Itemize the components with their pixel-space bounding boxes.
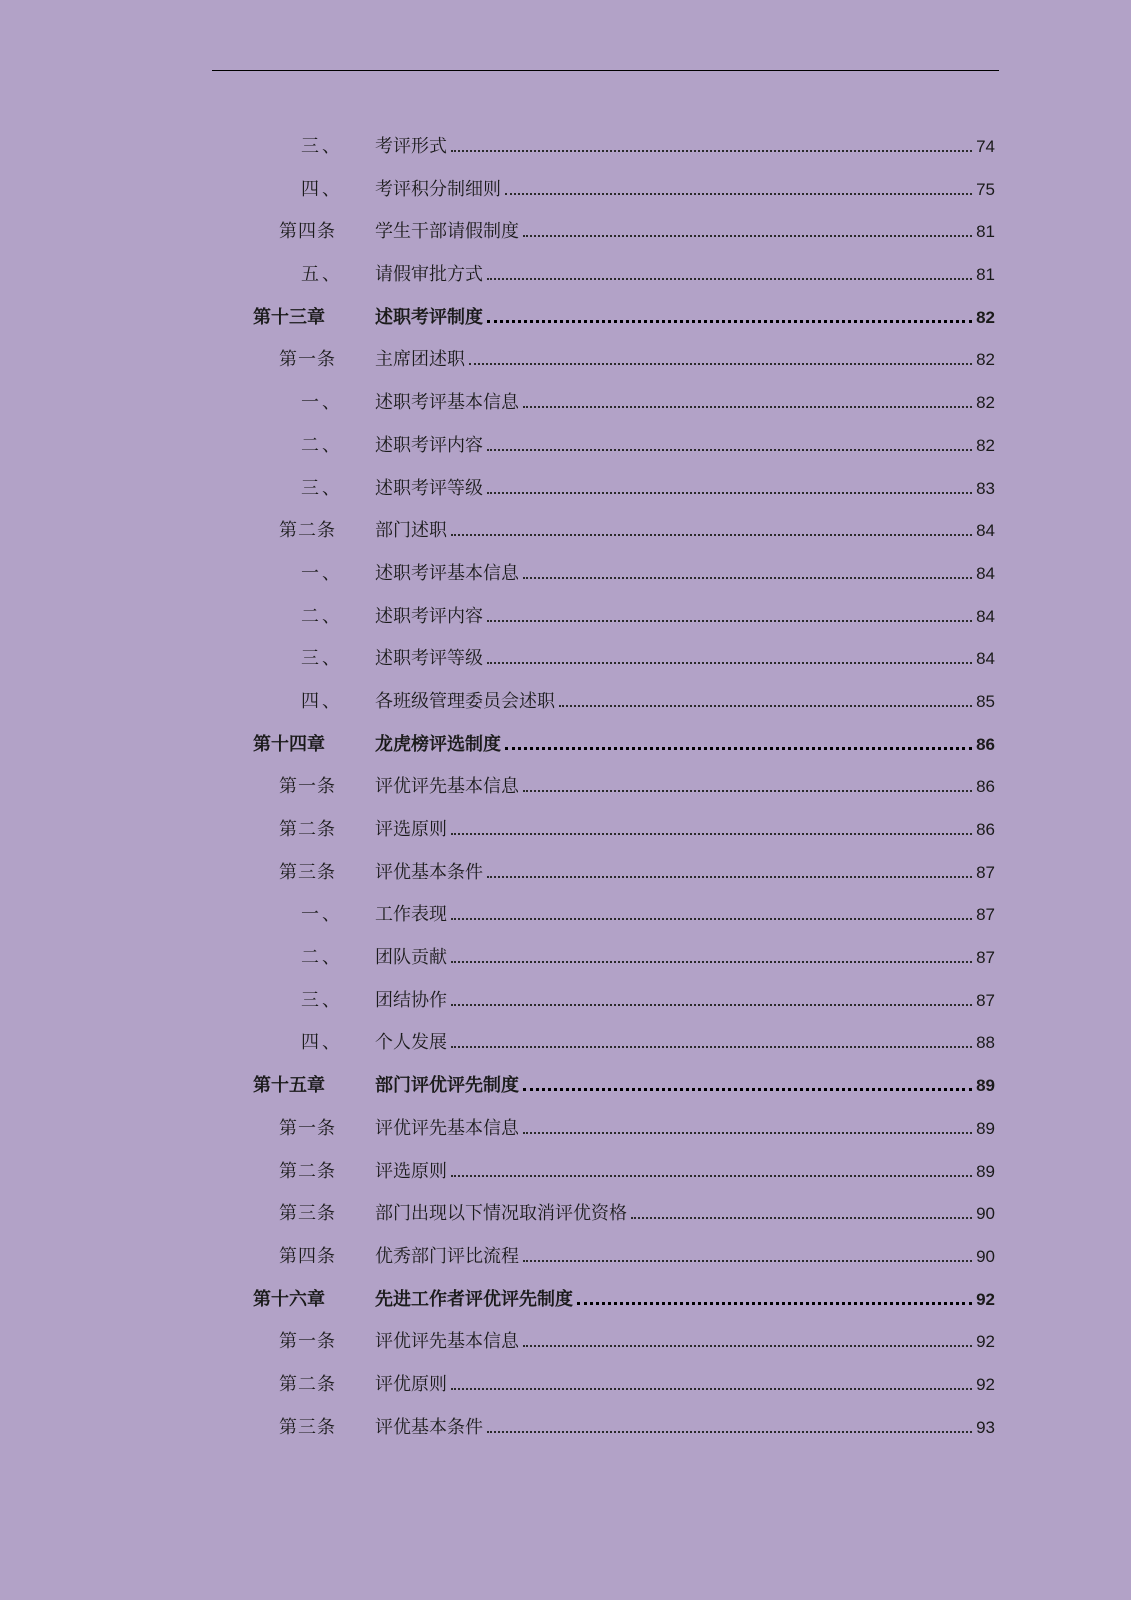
toc-entry-line <box>375 1237 995 1277</box>
dot-leader <box>523 235 972 237</box>
toc-entry-line <box>375 981 995 1021</box>
toc-entry-page-number: 92 <box>976 1374 995 1394</box>
toc-entry-title: 述职考评制度 <box>375 306 483 328</box>
toc-entry-number: 二、 <box>301 434 343 456</box>
toc-entry-sec[interactable] <box>0 1194 1131 1237</box>
dot-leader <box>469 363 972 365</box>
table-of-contents <box>0 127 1131 1450</box>
toc-entry-title: 述职考评内容 <box>375 434 483 456</box>
toc-entry-line <box>375 298 995 338</box>
toc-entry-number: 四、 <box>301 178 343 200</box>
toc-entry-line <box>375 340 995 380</box>
toc-entry-page-number: 83 <box>976 478 995 498</box>
toc-entry-line <box>375 895 995 935</box>
dot-leader <box>451 918 972 920</box>
dot-leader <box>523 406 972 408</box>
toc-entry-number: 四、 <box>301 1032 343 1054</box>
toc-entry-line <box>375 554 995 594</box>
dot-leader <box>487 1431 972 1433</box>
toc-entry-sub[interactable] <box>0 255 1131 298</box>
toc-entry-number: 一、 <box>301 392 343 414</box>
toc-entry-line <box>375 212 995 252</box>
toc-entry-page-number: 75 <box>976 179 995 199</box>
toc-entry-line <box>375 1023 995 1063</box>
toc-entry-number: 第十四章 <box>253 733 325 755</box>
toc-entry-title: 评优评先基本信息 <box>375 1117 519 1139</box>
toc-entry-sub[interactable] <box>0 1023 1131 1066</box>
toc-entry-title: 评优原则 <box>375 1373 447 1395</box>
dot-leader <box>523 790 972 792</box>
toc-entry-sec[interactable] <box>0 511 1131 554</box>
toc-entry-page-number: 87 <box>976 905 995 925</box>
toc-entry-sec[interactable] <box>0 340 1131 383</box>
dot-leader <box>451 1046 972 1048</box>
toc-entry-line <box>375 469 995 509</box>
toc-entry-number: 第一条 <box>279 1117 336 1139</box>
dot-leader <box>487 278 972 280</box>
toc-entry-line <box>375 1152 995 1192</box>
toc-entry-title: 团结协作 <box>375 989 447 1011</box>
toc-entry-number: 三、 <box>301 136 343 157</box>
toc-entry-sec[interactable] <box>0 212 1131 255</box>
toc-entry-number: 三、 <box>301 477 343 499</box>
toc-entry-page-number: 84 <box>976 649 995 669</box>
dot-leader <box>451 961 972 963</box>
toc-entry-number: 第三条 <box>279 1416 336 1438</box>
toc-entry-title: 考评积分制细则 <box>375 178 501 200</box>
toc-entry-sub[interactable] <box>0 938 1131 981</box>
dot-leader <box>631 1217 972 1219</box>
toc-entry-chap[interactable] <box>0 1066 1131 1109</box>
toc-entry-line <box>375 1280 995 1320</box>
dot-leader <box>451 1004 972 1006</box>
toc-entry-title: 部门述职 <box>375 520 447 542</box>
toc-entry-title: 评选原则 <box>375 819 447 840</box>
toc-entry-title: 部门评优评先制度 <box>375 1075 519 1097</box>
toc-entry-title: 龙虎榜评选制度 <box>375 733 501 755</box>
toc-entry-number: 第十六章 <box>253 1288 325 1310</box>
toc-entry-line <box>375 682 995 722</box>
toc-entry-page-number: 84 <box>976 563 995 583</box>
toc-entry-line <box>375 810 995 850</box>
toc-entry-line <box>375 383 995 423</box>
toc-entry-page-number: 86 <box>976 734 995 754</box>
dot-leader <box>487 449 972 451</box>
toc-entry-chap[interactable] <box>0 1280 1131 1323</box>
toc-entry-line <box>375 1109 995 1149</box>
toc-entry-number: 第三条 <box>279 1203 336 1225</box>
toc-entry-sub[interactable] <box>0 981 1131 1024</box>
toc-entry-sec[interactable] <box>0 853 1131 896</box>
toc-entry-number: 五、 <box>301 264 343 286</box>
toc-entry-title: 述职考评等级 <box>375 648 483 670</box>
toc-entry-title: 团队贡献 <box>375 947 447 969</box>
toc-entry-number: 第十三章 <box>253 306 325 328</box>
dot-leader <box>451 1388 972 1390</box>
toc-entry-number: 第二条 <box>279 1373 336 1395</box>
dot-leader <box>487 662 972 664</box>
dot-leader <box>523 1260 972 1262</box>
toc-entry-title: 个人发展 <box>375 1032 447 1054</box>
toc-entry-number: 第二条 <box>279 520 336 542</box>
toc-entry-chap[interactable] <box>0 725 1131 768</box>
toc-entry-line <box>375 1322 995 1362</box>
toc-entry-sub[interactable] <box>0 597 1131 640</box>
dot-leader <box>559 705 972 707</box>
toc-entry-title: 部门出现以下情况取消评优资格 <box>375 1203 627 1225</box>
toc-entry-page-number: 90 <box>976 1246 995 1266</box>
toc-entry-page-number: 87 <box>976 862 995 882</box>
toc-entry-sub[interactable] <box>0 127 1131 170</box>
toc-entry-page-number: 84 <box>976 606 995 626</box>
toc-entry-page-number: 89 <box>976 1118 995 1138</box>
dot-leader <box>451 150 972 152</box>
toc-entry-number: 第一条 <box>279 1331 336 1353</box>
toc-entry-page-number: 93 <box>976 1417 995 1437</box>
toc-entry-title: 学生干部请假制度 <box>375 221 519 243</box>
dot-leader <box>523 1088 972 1091</box>
toc-entry-page-number: 89 <box>976 1161 995 1181</box>
toc-entry-page-number: 86 <box>976 820 995 839</box>
toc-entry-sub[interactable] <box>0 170 1131 213</box>
toc-entry-title: 评优评先基本信息 <box>375 1331 519 1353</box>
toc-entry-number: 第一条 <box>279 776 336 798</box>
toc-entry-page-number: 92 <box>976 1332 995 1352</box>
toc-entry-line <box>375 938 995 978</box>
dot-leader <box>487 876 972 878</box>
toc-entry-sec[interactable] <box>0 1109 1131 1152</box>
toc-entry-line <box>375 597 995 637</box>
toc-entry-page-number: 89 <box>976 1076 995 1096</box>
toc-entry-title: 工作表现 <box>375 904 447 926</box>
toc-entry-page-number: 81 <box>976 222 995 242</box>
toc-entry-title: 评优评先基本信息 <box>375 776 519 798</box>
dot-leader <box>505 747 972 750</box>
header-rule <box>212 70 999 71</box>
toc-entry-line <box>375 255 995 295</box>
toc-entry-line <box>375 1408 995 1448</box>
toc-entry-chap[interactable] <box>0 298 1131 341</box>
toc-entry-line <box>375 853 995 893</box>
toc-entry-title: 先进工作者评优评先制度 <box>375 1288 573 1310</box>
toc-entry-sec[interactable] <box>0 810 1131 853</box>
toc-entry-title: 评优基本条件 <box>375 861 483 883</box>
toc-entry-page-number: 92 <box>976 1289 995 1309</box>
toc-entry-number: 第四条 <box>279 221 336 243</box>
toc-entry-page-number: 74 <box>976 137 995 156</box>
toc-entry-sub[interactable] <box>0 639 1131 682</box>
toc-entry-number: 第三条 <box>279 861 336 883</box>
toc-entry-page-number: 82 <box>976 393 995 413</box>
toc-entry-title: 优秀部门评比流程 <box>375 1245 519 1267</box>
toc-entry-sub[interactable] <box>0 895 1131 938</box>
toc-entry-line <box>375 767 995 807</box>
toc-entry-page-number: 82 <box>976 307 995 327</box>
toc-entry-page-number: 82 <box>976 350 995 370</box>
dot-leader <box>451 534 972 536</box>
dot-leader <box>487 492 972 494</box>
toc-entry-number: 第二条 <box>279 1160 336 1182</box>
toc-entry-page-number: 88 <box>976 1033 995 1053</box>
toc-entry-line <box>375 170 995 210</box>
toc-entry-number: 四、 <box>301 690 343 712</box>
toc-entry-number: 二、 <box>301 947 343 969</box>
toc-entry-title: 各班级管理委员会述职 <box>375 690 555 712</box>
toc-entry-sub[interactable] <box>0 469 1131 512</box>
toc-entry-number: 第一条 <box>279 349 336 371</box>
toc-entry-page-number: 82 <box>976 435 995 455</box>
dot-leader <box>451 1175 972 1177</box>
toc-entry-page-number: 86 <box>976 777 995 797</box>
toc-entry-page-number: 84 <box>976 521 995 541</box>
toc-entry-sub[interactable] <box>0 554 1131 597</box>
toc-entry-line <box>375 1365 995 1405</box>
toc-entry-sub[interactable] <box>0 426 1131 469</box>
toc-entry-page-number: 87 <box>976 948 995 968</box>
dot-leader <box>451 833 972 835</box>
toc-entry-number: 第十五章 <box>253 1075 325 1097</box>
toc-entry-sec[interactable] <box>0 767 1131 810</box>
toc-entry-number: 二、 <box>301 605 343 627</box>
toc-entry-title: 述职考评基本信息 <box>375 392 519 414</box>
toc-entry-number: 一、 <box>301 904 343 926</box>
toc-entry-line <box>375 725 995 765</box>
toc-entry-title: 述职考评内容 <box>375 605 483 627</box>
toc-entry-title: 述职考评基本信息 <box>375 562 519 584</box>
dot-leader <box>523 1132 972 1134</box>
toc-entry-title: 主席团述职 <box>375 349 465 371</box>
dot-leader <box>487 620 972 622</box>
toc-entry-sub[interactable] <box>0 682 1131 725</box>
toc-entry-sec[interactable] <box>0 1408 1131 1451</box>
dot-leader <box>523 1345 972 1347</box>
toc-entry-title: 述职考评等级 <box>375 477 483 499</box>
toc-entry-title: 评优基本条件 <box>375 1416 483 1438</box>
toc-entry-number: 三、 <box>301 989 343 1011</box>
toc-entry-line <box>375 1194 995 1234</box>
toc-entry-page-number: 81 <box>976 265 995 285</box>
dot-leader <box>505 193 972 195</box>
toc-entry-number: 第四条 <box>279 1245 336 1267</box>
toc-entry-page-number: 90 <box>976 1204 995 1224</box>
toc-entry-title: 评选原则 <box>375 1160 447 1182</box>
toc-entry-sec[interactable] <box>0 1152 1131 1195</box>
toc-entry-page-number: 85 <box>976 691 995 711</box>
toc-entry-title: 考评形式 <box>375 136 447 157</box>
toc-entry-number: 第二条 <box>279 819 336 840</box>
toc-entry-line <box>375 127 995 167</box>
dot-leader <box>487 320 972 323</box>
toc-entry-number: 三、 <box>301 648 343 670</box>
toc-entry-line <box>375 511 995 551</box>
toc-entry-sub[interactable] <box>0 383 1131 426</box>
dot-leader <box>523 577 972 579</box>
dot-leader <box>577 1302 972 1305</box>
toc-entry-page-number: 87 <box>976 990 995 1010</box>
toc-entry-sec[interactable] <box>0 1365 1131 1408</box>
toc-entry-line <box>375 639 995 679</box>
toc-entry-number: 一、 <box>301 562 343 584</box>
toc-entry-sec[interactable] <box>0 1322 1131 1365</box>
toc-entry-line <box>375 1066 995 1106</box>
toc-entry-title: 请假审批方式 <box>375 264 483 286</box>
toc-entry-line <box>375 426 995 466</box>
toc-entry-sec[interactable] <box>0 1237 1131 1280</box>
